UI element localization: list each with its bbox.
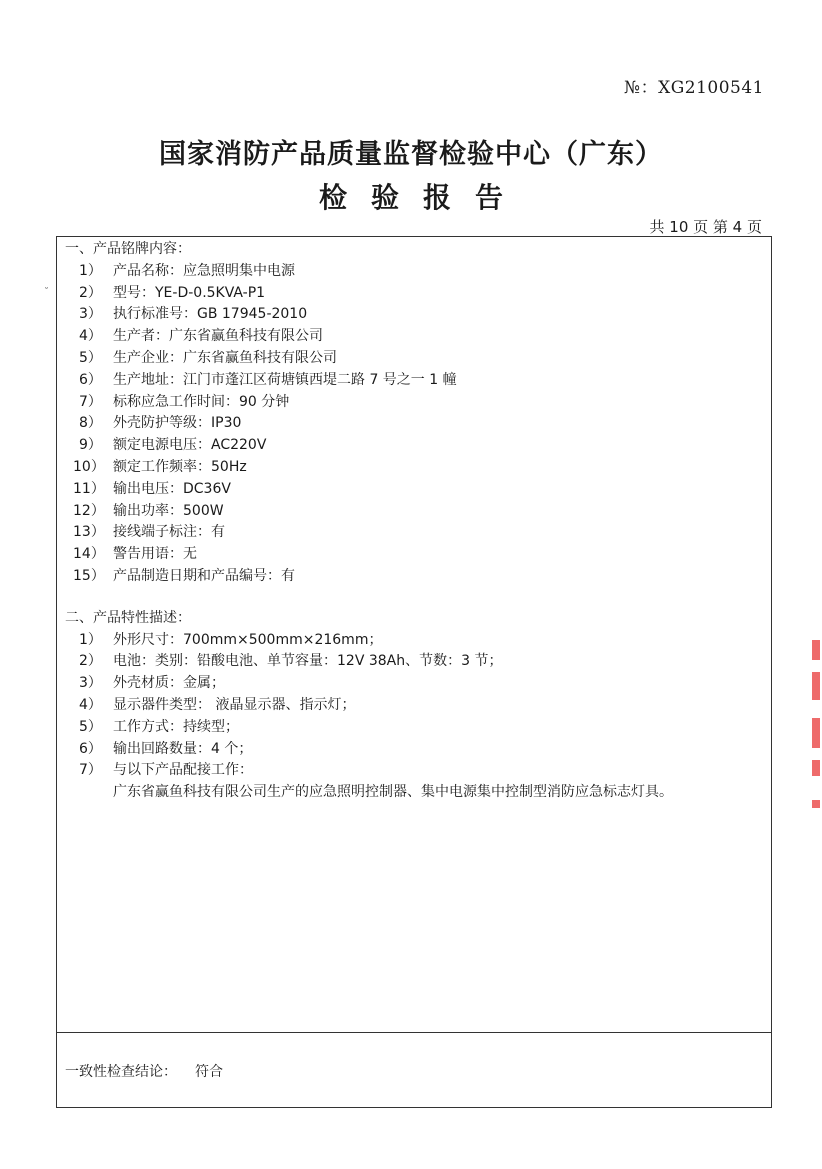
- report-frame: [56, 236, 772, 1108]
- item-number: 8）: [79, 415, 102, 432]
- item-number: 7）: [79, 762, 102, 779]
- item-text: 与以下产品配接工作：: [113, 762, 253, 779]
- item-number: 3）: [79, 675, 102, 692]
- list-item: [65, 261, 763, 283]
- list-item: [65, 392, 763, 414]
- conclusion-label: 一致性检查结论：: [65, 1064, 177, 1080]
- list-item: [65, 304, 763, 326]
- item-continuation-text: 广东省赢鱼科技有限公司生产的应急照明控制器、集中电源集中控制型消防应急标志灯具。: [113, 784, 673, 801]
- report-content: [65, 239, 763, 804]
- section-title-nameplate: 一、产品铭牌内容：: [65, 241, 191, 257]
- item-number: 7）: [79, 393, 102, 410]
- list-item: [65, 630, 763, 652]
- item-text: 警告用语：无: [113, 546, 197, 563]
- item-text: 产品名称：应急照明集中电源: [113, 262, 295, 279]
- list-item: [65, 457, 763, 479]
- characteristics-list: [65, 630, 763, 804]
- nameplate-list: [65, 261, 763, 588]
- seal-fragment-mark: [812, 800, 820, 808]
- item-number: 15）: [73, 567, 105, 584]
- item-number: 4）: [79, 328, 102, 345]
- item-text: 生产企业：广东省赢鱼科技有限公司: [113, 349, 337, 366]
- list-item: [65, 695, 763, 717]
- item-text: 产品制造日期和产品编号：有: [113, 567, 295, 584]
- item-number: 10）: [73, 458, 105, 475]
- list-item: [65, 673, 763, 695]
- item-number: 6）: [79, 371, 102, 388]
- list-item: [65, 348, 763, 370]
- item-text: 型号：YE-D-0.5KVA-P1: [113, 284, 266, 301]
- conclusion-row: [65, 1061, 223, 1081]
- item-text: 工作方式：持续型；: [113, 718, 239, 735]
- seal-fragment-mark: [812, 640, 820, 660]
- section-title-characteristics: 二、产品特性描述：: [65, 609, 191, 626]
- item-text: 外壳防护等级：IP30: [113, 415, 242, 432]
- section-gap: [65, 588, 763, 608]
- list-item: [65, 651, 763, 673]
- item-text: 输出回路数量：4 个；: [113, 740, 253, 757]
- conclusion-value: 符合: [195, 1064, 223, 1080]
- conclusion-divider: [57, 1032, 771, 1033]
- item-text: 外壳材质：金属；: [113, 675, 225, 692]
- item-number: 13）: [73, 524, 105, 541]
- item-text: 额定工作频率：50Hz: [113, 458, 247, 475]
- item-number: 2）: [79, 284, 102, 301]
- item-text: 生产地址：江门市蓬江区荷塘镇西堤二路 7 号之一 1 幢: [113, 371, 457, 388]
- item-number: 1）: [79, 262, 102, 279]
- item-number: 6）: [79, 740, 102, 757]
- item-text: 输出电压：DC36V: [113, 480, 231, 497]
- item-text: 接线端子标注：有: [113, 524, 225, 541]
- item-text: 生产者：广东省赢鱼科技有限公司: [113, 328, 323, 345]
- list-item: [65, 435, 763, 457]
- list-item: [65, 760, 763, 782]
- item-text: 外形尺寸：700mm×500mm×216mm；: [113, 631, 383, 648]
- item-number: 2）: [79, 653, 102, 670]
- scan-speck: ˘: [44, 287, 49, 298]
- item-number: 5）: [79, 349, 102, 366]
- seal-fragment-mark: [812, 672, 820, 700]
- item-number: 1）: [79, 631, 102, 648]
- list-item: [65, 326, 763, 348]
- list-item: [65, 283, 763, 305]
- item-number: 3）: [79, 306, 102, 323]
- item-number: 9）: [79, 437, 102, 454]
- item-text: 电池：类别：铅酸电池、单节容量：12V 38Ah、节数：3 节；: [113, 653, 503, 670]
- item-number: 12）: [73, 502, 105, 519]
- list-item: [65, 413, 763, 435]
- item-number: 4）: [79, 696, 102, 713]
- list-item: [65, 717, 763, 739]
- list-item: [65, 522, 763, 544]
- list-item: [65, 544, 763, 566]
- list-item: [65, 479, 763, 501]
- item-text: 标称应急工作时间：90 分钟: [113, 393, 290, 410]
- list-item: [65, 739, 763, 761]
- item-text: 额定电源电压：AC220V: [113, 437, 267, 454]
- list-item: [65, 501, 763, 523]
- item-text: 执行标准号：GB 17945-2010: [113, 306, 308, 323]
- page-info: 共 10 页 第 4 页: [649, 218, 762, 236]
- item-number: 5）: [79, 718, 102, 735]
- list-item: [65, 370, 763, 392]
- list-item: [65, 566, 763, 588]
- page-title: 国家消防产品质量监督检验中心（广东）: [159, 139, 663, 170]
- seal-fragment-mark: [812, 760, 820, 776]
- item-text: 输出功率：500W: [113, 502, 224, 519]
- item-number: 14）: [73, 546, 105, 563]
- report-subtitle: 检验报告: [318, 181, 527, 214]
- item-text: 显示器件类型： 液晶显示器、指示灯；: [113, 696, 356, 713]
- item-number: 11）: [73, 480, 105, 497]
- report-number: №：XG2100541: [624, 78, 764, 98]
- seal-fragment-mark: [812, 718, 820, 748]
